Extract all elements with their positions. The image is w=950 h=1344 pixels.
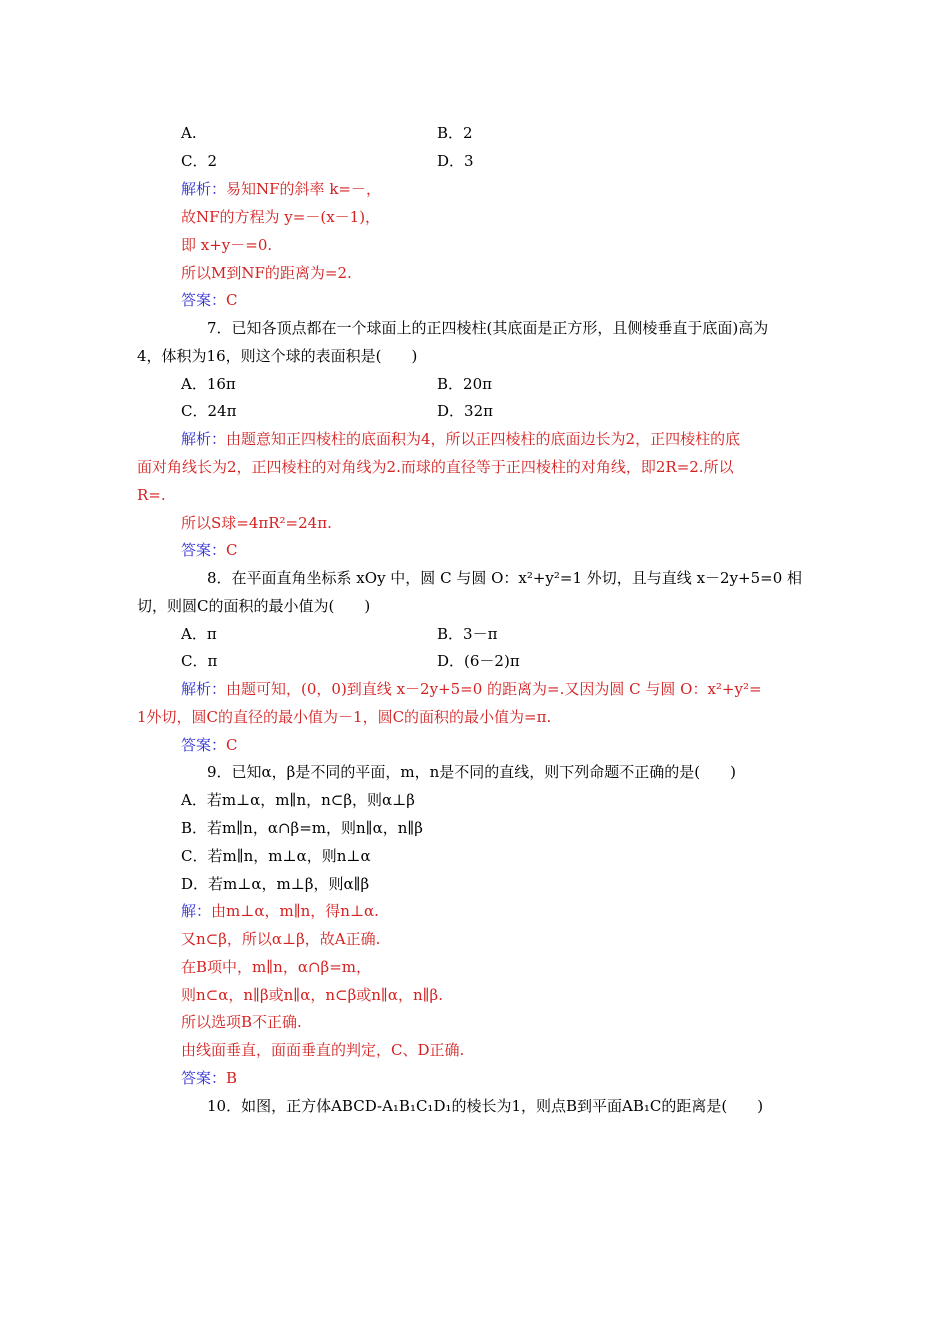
solution-label: 解析：: [181, 680, 227, 698]
q9-solution-line-4: 则n⊂α，n∥β或n∥α，n⊂β或n∥α，n∥β.: [181, 986, 443, 1004]
answer-value: B: [226, 1069, 238, 1087]
q7-option-d: D．32π: [437, 402, 493, 420]
q7-option-b: B．20π: [437, 375, 492, 393]
q9-solution-line-1: [181, 901, 379, 921]
q6-option-d: D．3: [437, 152, 474, 170]
q6-solution-line-4: 所以M到NF的距离为=2.: [181, 264, 352, 282]
q6-solution-line-2: 故NF的方程为 y=－(x－1)，: [181, 208, 381, 226]
q7-solution-line-1: [181, 429, 740, 449]
answer-value: C: [226, 291, 238, 309]
answer-label: 答案：: [181, 1069, 227, 1087]
solution-label: 解析：: [181, 180, 227, 198]
q9-option-b: B．若m∥n，α∩β=m，则n∥α，n∥β: [181, 819, 423, 837]
q9-option-a: A．若m⊥α，m∥n，n⊂β，则α⊥β: [181, 791, 415, 809]
q8-option-c: C．π: [181, 652, 218, 670]
q7-stem-line-1: 7．已知各顶点都在一个球面上的正四棱柱(其底面是正方形，且侧棱垂直于底面)高为: [207, 319, 769, 337]
q9-stem: 9．已知α，β是不同的平面，m，n是不同的直线，则下列命题不正确的是( ): [207, 763, 736, 781]
q7-option-c: C．24π: [181, 402, 237, 420]
answer-value: C: [226, 736, 238, 754]
q8-option-d: D．(6－2)π: [437, 652, 520, 670]
q6-option-a: A.: [181, 124, 197, 142]
q6-option-c: C．2: [181, 152, 218, 170]
q7-option-a: A．16π: [181, 375, 236, 393]
answer-label: 答案：: [181, 541, 227, 559]
q9-solution-line-3: 在B项中，m∥n，α∩β=m，: [181, 958, 371, 976]
solution-label: 解析：: [181, 430, 227, 448]
solution-text: 由题可知，(0，0)到直线 x－2y+5=0 的距离为=.又因为圆 C 与圆 O：x²+y²=: [226, 680, 762, 698]
q7-solution-line-2: 面对角线长为2，正四棱柱的对角线为2.而球的直径等于正四棱柱的对角线，即2R=2.所以: [137, 458, 734, 476]
q6-solution-line-1: [181, 179, 381, 199]
q9-solution-line-5: 所以选项B不正确.: [181, 1013, 302, 1031]
q9-answer: [181, 1068, 237, 1088]
q10-stem: 10．如图，正方体ABCD-A₁B₁C₁D₁的棱长为1，则点B到平面AB₁C的距离是( ): [207, 1097, 764, 1115]
q8-stem-line-1: 8．在平面直角坐标系 xOy 中，圆 C 与圆 O：x²+y²=1 外切，且与直线 x－2y+5=0 相: [207, 569, 803, 587]
q7-stem-line-2: 4，体积为16，则这个球的表面积是( ): [137, 347, 418, 365]
q6-option-b: B．2: [437, 124, 473, 142]
q7-solution-line-3: R=.: [137, 486, 166, 504]
q7-answer: [181, 540, 238, 560]
q8-solution-line-2: 1外切，圆C的直径的最小值为－1，圆C的面积的最小值为=π.: [137, 708, 552, 726]
q7-solution-line-4: 所以S球=4πR²=24π.: [181, 514, 332, 532]
answer-label: 答案：: [181, 736, 227, 754]
solution-text: 由m⊥α，m∥n，得n⊥α.: [211, 902, 379, 920]
q8-option-a: A．π: [181, 625, 217, 643]
q9-solution-line-2: 又n⊂β，所以α⊥β，故A正确.: [181, 930, 381, 948]
q6-answer: [181, 290, 238, 310]
q9-option-d: D．若m⊥α，m⊥β，则α∥β: [181, 875, 370, 893]
q8-answer: [181, 735, 238, 755]
answer-label: 答案：: [181, 291, 227, 309]
solution-label: 解：: [181, 902, 212, 920]
solution-text: 易知NF的斜率 k=－，: [226, 180, 381, 198]
q6-solution-line-3: 即 x+y－=0.: [181, 236, 273, 254]
q8-solution-line-1: [181, 679, 762, 699]
q8-option-b: B．3－π: [437, 625, 498, 643]
answer-value: C: [226, 541, 238, 559]
solution-text: 由题意知正四棱柱的底面积为4，所以正四棱柱的底面边长为2，正四棱柱的底: [226, 430, 741, 448]
q8-stem-line-2: 切，则圆C的面积的最小值为( ): [137, 597, 371, 615]
q9-option-c: C．若m∥n，m⊥α，则n⊥α: [181, 847, 371, 865]
q9-solution-line-6: 由线面垂直，面面垂直的判定，C、D正确.: [181, 1041, 465, 1059]
